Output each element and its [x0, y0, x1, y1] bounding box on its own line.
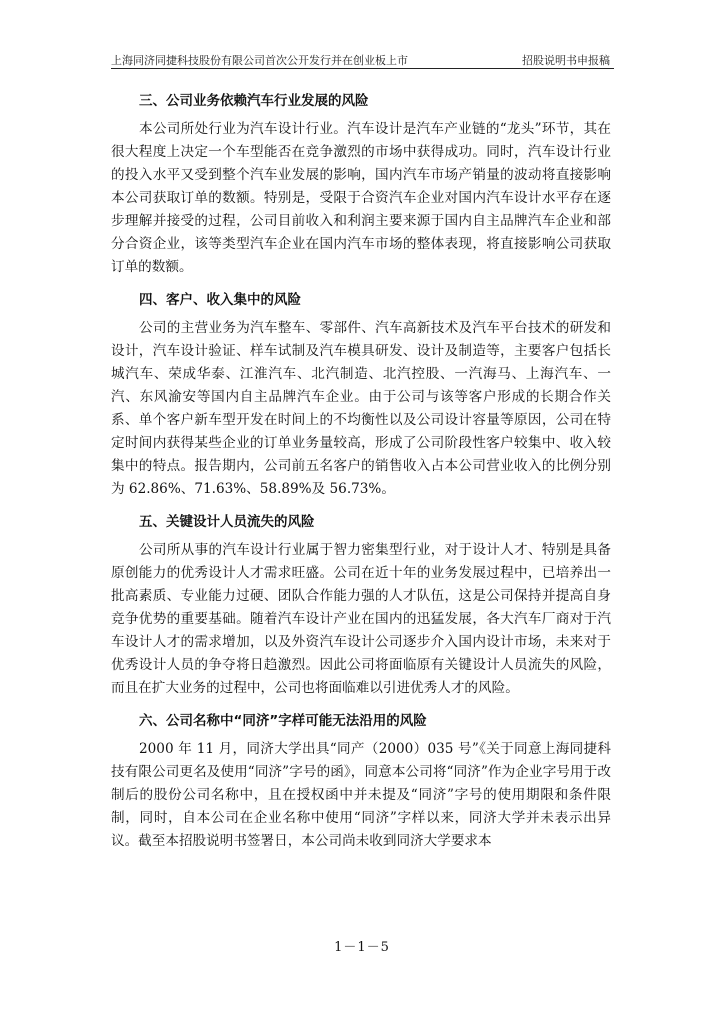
page-number: 1－1－5	[334, 940, 390, 955]
section-key-personnel-risk	[111, 505, 611, 700]
section-company-name-risk	[111, 704, 611, 853]
section-heading: 五、关键设计人员流失的风险	[139, 514, 315, 530]
section-customer-concentration-risk	[111, 283, 611, 501]
section-industry-dependence-risk	[111, 84, 611, 279]
section-paragraph: 本公司所处行业为汽车设计行业。汽车设计是汽车产业链的“龙头”环节，其在很大程度上决定一个车型能否在竞争激烈的市场中获得成功。同时，汽车设计行业的投入水平又受到整个汽车业发展的影响，国内汽车市场产销量的波动将直接影响本公司获取订单的数额。特别是，受限于合资汽车企业对国内汽车设计水平存在逐步理解并接受的过程，公司目前收入和利润主要来源于国内自主品牌汽车企业和部分合资企业，该等类型汽车企业在国内汽车市场的整体表现，将直接影响公司获取订单的数额。	[111, 121, 611, 275]
section-heading: 四、客户、收入集中的风险	[139, 292, 301, 308]
section-paragraph: 公司所从事的汽车设计行业属于智力密集型行业，对于设计人才、特别是具备原创能力的优秀设计人才需求旺盛。公司在近十年的业务发展过程中，已培养出一批高素质、专业能力过硬、团队合作能力强的人才队伍，这是公司保持并提高自身竞争优势的重要基础。随着汽车设计产业在国内的迅猛发展，各大汽车厂商对于汽车设计人才的需求增加，以及外资汽车设计公司逐步介入国内设计市场，未来对于优秀设计人员的争夺将日趋激烈。因此公司将面临原有关键设计人员流失的风险，而且在扩大业务的过程中，公司也将面临难以引进优秀人才的风险。	[111, 542, 611, 696]
section-paragraph: 公司的主营业务为汽车整车、零部件、汽车高新技术及汽车平台技术的研发和设计，汽车设计验证、样车试制及汽车模具研发、设计及制造等，主要客户包括长城汽车、荣成华泰、江淮汽车、北汽制造、北汽控股、一汽海马、上海汽车、一汽、东风渝安等国内自主品牌汽车企业。由于公司与该等客户形成的长期合作关系、单个客户新车型开发在时间上的不均衡性以及公司设计容量等原因，公司在特定时间内获得某些企业的订单业务量较高，形成了公司阶段性客户较集中、收入较集中的特点。报告期内，公司前五名客户的销售收入占本公司营业收入的比例分别为 62.86%、71.63%、58.89%及 56.73%。	[111, 320, 611, 497]
header-company-name: 上海同济同捷科技股份有限公司首次公开发行并在创业板上市	[111, 54, 408, 67]
page-header	[111, 50, 614, 69]
header-document-type: 招股说明书申报稿	[522, 54, 610, 67]
page-content	[111, 84, 611, 857]
section-heading: 三、公司业务依赖汽车行业发展的风险	[139, 93, 369, 109]
section-paragraph: 2000 年 11 月，同济大学出具“同产（2000）035 号”《关于同意上海同捷科技有限公司更名及使用“同济”字号的函》，同意本公司将“同济”作为企业字号用于改制后的股份公司名称中，且在授权函中并未提及“同济”字号的使用期限和条件限制，同时，自本公司在企业名称中使用“同济”字样以来，同济大学并未表示出异议。截至本招股说明书签署日，本公司尚未收到同济大学要求本	[111, 741, 611, 849]
section-heading: 六、公司名称中“同济”字样可能无法沿用的风险	[139, 713, 427, 729]
